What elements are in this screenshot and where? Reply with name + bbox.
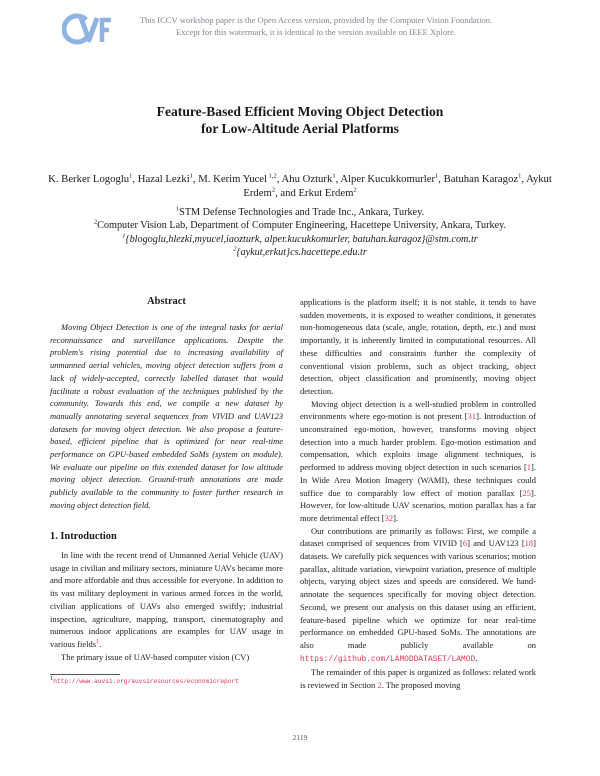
citation-link[interactable]: 18	[524, 538, 534, 549]
watermark-line-2: Except for this watermark, it is identical to the version available on IEEE Xplore.	[176, 26, 456, 37]
title-line-2: for Low-Altitude Aerial Platforms	[201, 121, 399, 136]
footnote-divider	[50, 674, 120, 675]
citation-link[interactable]: 32	[384, 512, 394, 523]
dataset-url-link[interactable]: https://github.com/LAMODDATASET/LAMOD	[300, 654, 476, 664]
emails-2: $^2${aykut,erkut}cs.hacettepe.edu.tr	[233, 245, 367, 259]
introduction-text	[50, 549, 283, 663]
intro-paragraph-1: In line with the recent trend of Unmanned Aerial Vehicle (UAV) usage in civilian and military sectors, miniature UAVs became more and more affordable and thus accessible for everyone. In addition to its vast military deployment in various armed forces in the world, civilian applications of UAVs also emerged swiftly; industrial inspection, agriculture, mapping, transport, cinematography and numerous indoor applications are examples for UAV usage in various fields$^1$.	[50, 550, 283, 649]
author: Ahu Ozturk$^1$,	[281, 172, 341, 185]
intro-paragraph-2: The primary issue of UAV-based computer vision (CV)	[61, 651, 250, 662]
watermark-line-1: This ICCV workshop paper is the Open Access version, provided by the Computer Vision Foundation.	[139, 15, 493, 25]
affiliation-2: $^2$Computer Vision Lab, Department of Computer Engineering, Hacettepe University, Ankara, Turkey.	[93, 219, 507, 232]
right-paragraph-2: Moving object detection is a well-studied problem in controlled environments where ego-motion is not present [31]. Introduction of unconstrained ego-motion, however, transforms moving object detection into a much harder problem. Ego-motion estimation and compensation, which exploits image alignment techniques, is performed to address moving object detection in such scenarios [1]. In Wide Area Motion Imagery (WAMI), these techniques could suffice due to comparably low effect of motion parallax [25]. However, for low-altitude UAV scenarios, motion parallax has a far more detrimental effect [32].	[300, 398, 536, 523]
right-column-text	[300, 296, 536, 692]
citation-link[interactable]: 1	[526, 462, 532, 473]
citation-link[interactable]: 6	[462, 538, 468, 549]
affiliation-1: $^1$STM Defense Technologies and Trade Inc., Ankara, Turkey.	[175, 205, 425, 218]
paper-title	[40, 103, 560, 137]
right-paragraph-4: The remainder of this paper is organized as follows: related work is reviewed in Section 2. The proposed moving	[300, 667, 536, 691]
abstract-heading: Abstract	[147, 296, 186, 307]
watermark-notice	[116, 15, 516, 38]
footnote-marker[interactable]: 1	[96, 638, 100, 646]
author: Alper Kucukkomurler$^1$,	[340, 172, 444, 185]
author: Erkut Erdem$^2$	[298, 186, 357, 199]
right-paragraph-1: applications is the platform itself; it is not stable, it tends to have sudden movements, it is exposed to weather conditions, it generates non-homogeneous data (scale, angle, rotation, depth, etc.) and most importantly, it is inherently limited in computational resources. All these difficulties and constraints further the complexity of conventional vision problems, such as object tracking, object detection, object classification and prominently, moving object detection.	[300, 297, 536, 396]
page-number: 2119	[292, 733, 308, 742]
section-heading-introduction: 1. Introduction	[50, 531, 117, 542]
author: K. Berker Logoglu$^1$,	[48, 172, 138, 185]
cvf-logo	[62, 12, 112, 46]
emails-1: $^1${blogoglu,hlezki,myucel,iaozturk, alper.kucukkomurler, batuhan.karagoz}@stm.com.tr	[122, 232, 478, 245]
affiliations	[40, 206, 560, 260]
svg-text:CVF: CVF	[62, 12, 64, 13]
citation-link[interactable]: 31	[467, 411, 477, 422]
author: M. Kerim Yucel $^{1,2}$,	[198, 172, 282, 185]
author: Hazal Lezki$^1$,	[137, 172, 199, 185]
footnote-link[interactable]: http://www.auvsi.org/auvsiresources/economicreport	[53, 678, 239, 685]
author-list	[40, 172, 560, 200]
footnote-number: 1	[50, 674, 54, 682]
right-paragraph-3: Our contributions are primarily as follows: First, we compile a dataset comprised of sequences from VIVID [6] and UAV123 [18] datasets. We carefully pick sequences with various scenarios; motion parallax, altitude variation, viewpoint variation, presence of multiple objects, varying object sizes and speeds are considered. We hand-annotate the sequences specifically for moving object detection. Second, we present our analysis on this dataset using an efficient, feature-based pipeline which we optimize for near real-time performance on embedded GPU-based SoMs. The annotations are also made publicly available on https://github.com/LAMODDATASET/LAMOD.	[300, 525, 536, 664]
citation-link[interactable]: 25	[522, 487, 532, 498]
section-link[interactable]: 2	[377, 680, 382, 691]
abstract-text: Moving Object Detection is one of the integral tasks for aerial reconnaissance and surveillance applications. Despite the problem's rising potential due to increasing availability of unmanned aerial vehicles, moving object detection suffers from a lack of widely-accepted, correctly labelled dataset that would facilitate a robust evaluation of the techniques published by the community. Towards this end, we compile a new dataset by manually annotating several sequences from VIVID and UAV123 datasets for moving object detection. We also propose a feature-based, efficient pipeline that is optimized for near real-time performance on GPU-based embedded SoMs (system on module). We evaluate our pipeline on this extended dataset for low altitude moving object detection. Ground-truth annotations are made publicly available to the community to foster further research in moving object detection field.	[50, 322, 283, 510]
footnote	[50, 674, 283, 686]
cvf-logo-icon	[62, 12, 112, 46]
author: Aykut Erdem$^2$, and	[243, 173, 552, 199]
author: Batuhan Karagoz$^1$,	[443, 172, 527, 185]
title-line-1: Feature-Based Efficient Moving Object Detection	[156, 104, 444, 119]
